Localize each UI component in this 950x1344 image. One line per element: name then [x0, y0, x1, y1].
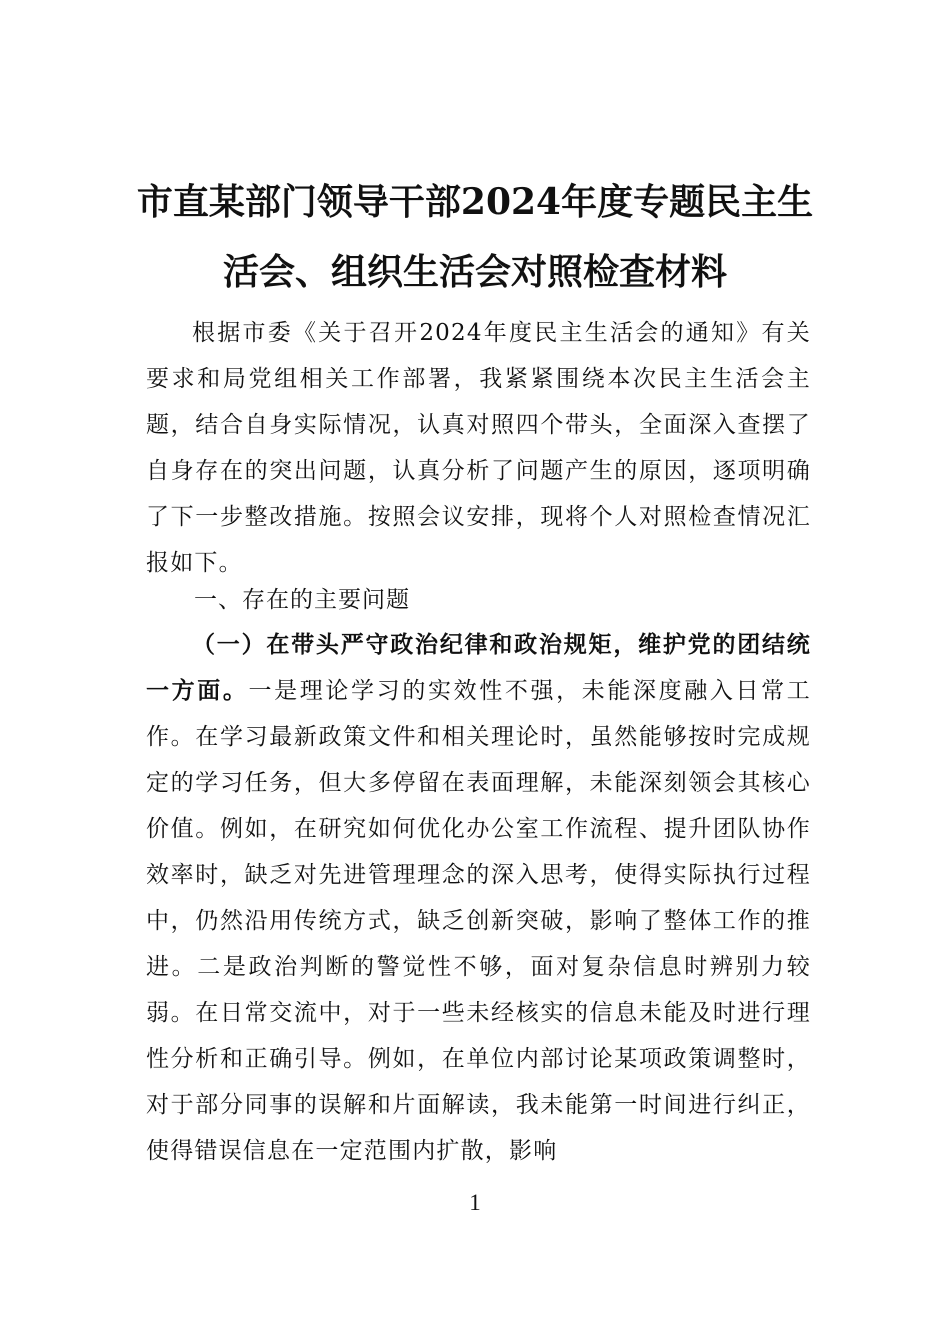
page-number: 1 — [469, 1190, 481, 1215]
section-heading: 一、存在的主要问题 — [194, 587, 410, 613]
body-paragraph — [146, 622, 811, 1174]
intro-paragraph: 根据市委《关于召开2024年度民主生活会的通知》有关要求和局党组相关工作部署，我紧紧围绕本次民主生活会主题，结合自身实际情况，认真对照四个带头，全面深入查摆了自身存在的突出问题，认真分析了问题产生的原因，逐项明确了下一步整改措施。按照会议安排，现将个人对照检查情况汇报如下。 — [146, 320, 811, 576]
subsection-heading: （一）在带头严守政治纪律和政治规矩，维护党的团结统一方面。 — [146, 631, 811, 704]
subsection-body: 一是理论学习的实效性不强，未能深度融入日常工作。在学习最新政策文件和相关理论时，虽然能够按时完成规定的学习任务，但大多停留在表面理解，未能深刻领会其核心价值。例如，在研究如何优化办公室工作流程、提升团队协作效率时，缺乏对先进管理理念的深入思考，使得实际执行过程中，仍然沿用传统方式，缺乏创新突破，影响了整体工作的推进。二是政治判断的警觉性不够，面对复杂信息时辨别力较弱。在日常交流中，对于一些未经核实的信息未能及时进行理性分析和正确引导。例如，在单位内部讨论某项政策调整时，对于部分同事的误解和片面解读，我未能第一时间进行纠正，使得错误信息在一定范围内扩散，影响 — [146, 678, 811, 1164]
document-title-line-2: 活会、组织生活会对照检查材料 — [222, 251, 727, 293]
document-title-line-1: 市直某部门领导干部2024年度专题民主生 — [136, 181, 814, 223]
